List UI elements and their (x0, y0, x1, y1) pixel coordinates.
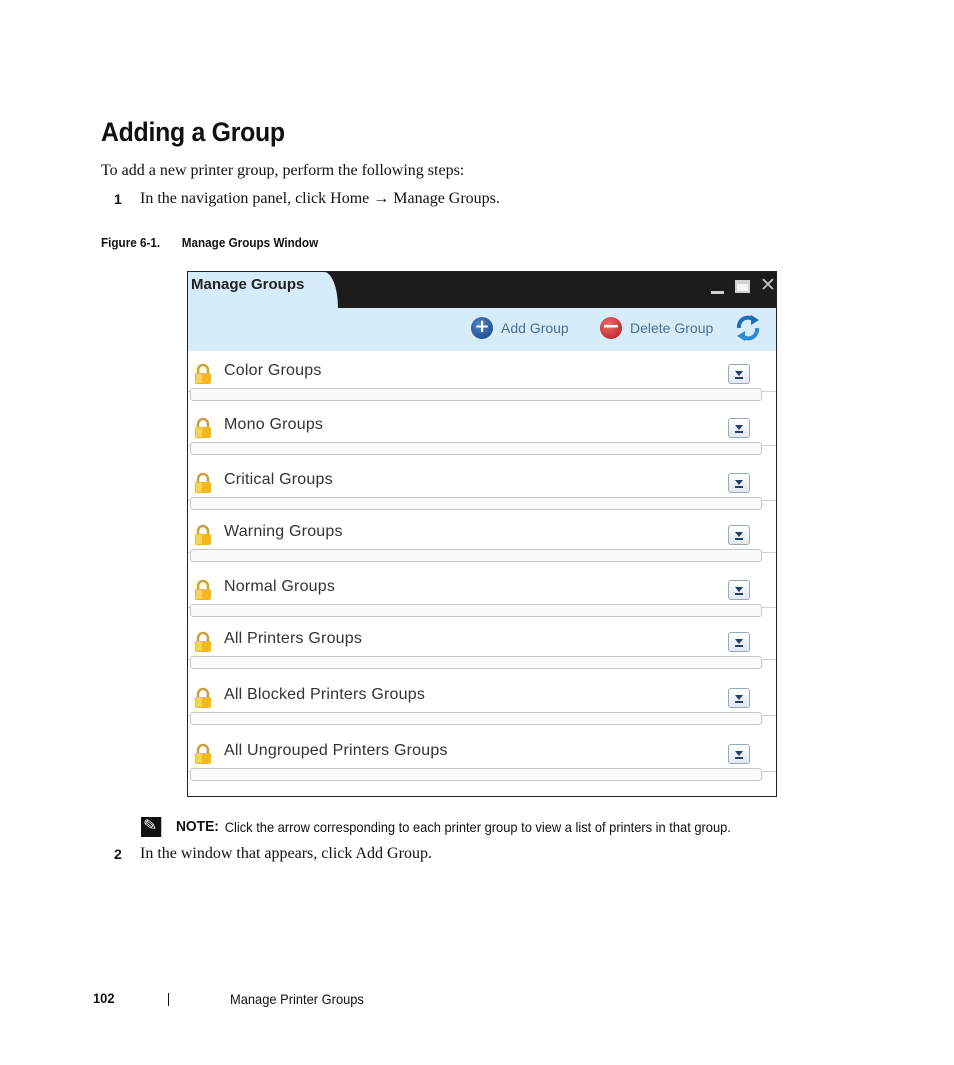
expand-arrow-icon[interactable] (728, 473, 750, 493)
delete-group-label: Delete Group (630, 320, 714, 336)
group-row-color[interactable] (188, 352, 776, 404)
close-icon[interactable]: ✕ (760, 274, 776, 296)
group-label: Color Groups (224, 362, 322, 379)
add-group-label: Add Group (501, 320, 569, 336)
maximize-icon[interactable] (735, 280, 750, 293)
window-toolbar (188, 308, 776, 351)
lock-icon (193, 417, 213, 439)
group-label: Critical Groups (224, 471, 333, 488)
group-row-all-blocked[interactable] (188, 676, 776, 728)
manage-groups-window (187, 271, 777, 797)
intro-text: To add a new printer group, perform the following steps: (101, 162, 465, 179)
group-printer-list (190, 388, 762, 401)
page-heading: Adding a Group (101, 117, 285, 147)
add-icon: + (471, 317, 493, 339)
group-printer-list (190, 442, 762, 455)
refresh-icon[interactable] (734, 313, 762, 343)
delete-icon: − (601, 314, 621, 339)
window-title-tab (188, 272, 338, 308)
group-label: Warning Groups (224, 523, 343, 540)
expand-arrow-icon[interactable] (728, 632, 750, 652)
expand-arrow-icon[interactable] (728, 418, 750, 438)
group-row-warning[interactable] (188, 513, 776, 565)
minimize-icon[interactable] (711, 280, 724, 294)
window-titlebar (188, 272, 776, 308)
group-printer-list (190, 768, 762, 781)
lock-icon (193, 524, 213, 546)
group-row-normal[interactable] (188, 568, 776, 620)
lock-icon (193, 743, 213, 765)
group-printer-list (190, 497, 762, 510)
figure-caption (101, 235, 318, 250)
lock-icon (193, 472, 213, 494)
group-printer-list (190, 712, 762, 725)
page-number: 102 (93, 990, 115, 1006)
group-printer-list (190, 656, 762, 669)
group-printer-list (190, 604, 762, 617)
figure-title: Manage Groups Window (181, 235, 319, 250)
home-link-text: Home (330, 190, 370, 207)
note-label: NOTE: (175, 818, 219, 835)
lock-icon (193, 687, 213, 709)
group-row-all-printers[interactable] (188, 620, 776, 672)
delete-group-button[interactable] (600, 314, 714, 339)
expand-arrow-icon[interactable] (728, 744, 750, 764)
figure-label: Figure 6-1. (101, 235, 161, 250)
note-text: Click the arrow corresponding to each printer group to view a list of printers in that group. (224, 819, 731, 835)
window-title: Manage Groups (191, 276, 305, 293)
add-group-button[interactable] (471, 317, 569, 339)
footer-divider (168, 993, 169, 1006)
expand-arrow-icon[interactable] (728, 688, 750, 708)
group-row-mono[interactable] (188, 406, 776, 458)
step-text: In the window that appears, click Add Group. (140, 845, 432, 862)
group-label: All Ungrouped Printers Groups (224, 742, 448, 759)
manage-groups-text: Manage Groups (393, 190, 496, 207)
step-number: 1 (114, 191, 122, 207)
step-text: In the navigation panel, click Home → Manage Groups. (140, 190, 500, 207)
expand-arrow-icon[interactable] (728, 580, 750, 600)
expand-arrow-icon[interactable] (728, 525, 750, 545)
group-printer-list (190, 549, 762, 562)
note-pencil-icon: ✎ (141, 817, 161, 837)
group-row-all-ungrouped[interactable] (188, 732, 776, 784)
add-group-text: Add Group. (355, 845, 432, 862)
group-label: All Printers Groups (224, 630, 363, 647)
group-label: Normal Groups (224, 578, 336, 595)
lock-icon (193, 579, 213, 601)
expand-arrow-icon[interactable] (728, 364, 750, 384)
group-label: Mono Groups (224, 416, 324, 433)
lock-icon (193, 631, 213, 653)
chapter-title: Manage Printer Groups (230, 991, 364, 1007)
group-label: All Blocked Printers Groups (224, 686, 426, 703)
group-row-critical[interactable] (188, 461, 776, 513)
lock-icon (193, 363, 213, 385)
step-number: 2 (114, 846, 122, 862)
